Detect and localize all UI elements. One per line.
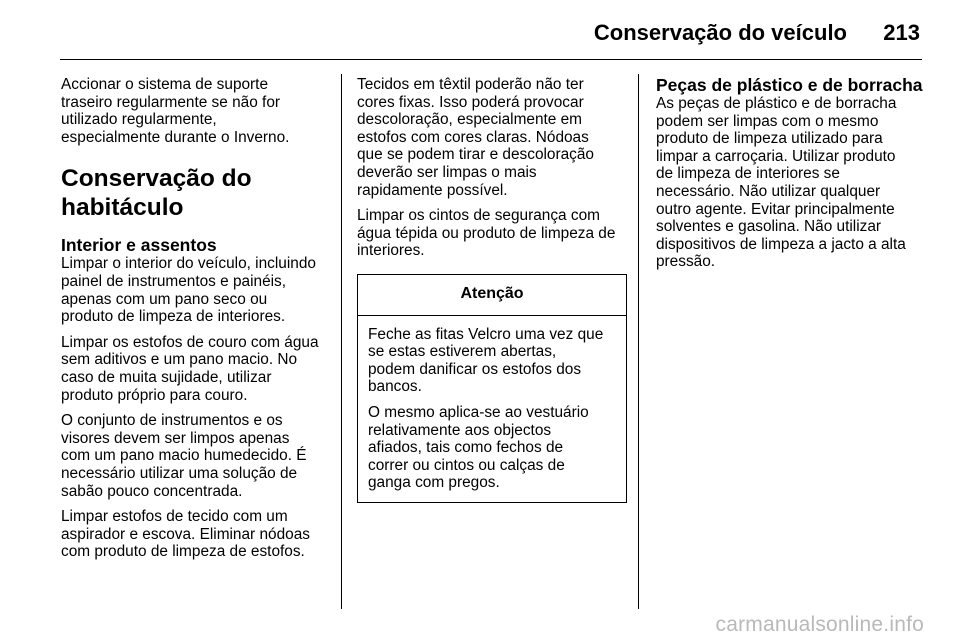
subheading-plastic-rubber: Peças de plástico e de borracha (656, 75, 923, 95)
attention-box (357, 274, 627, 503)
chapter-heading: Conservação do habitáculo (61, 165, 252, 222)
column-middle (357, 76, 627, 503)
header-divider (60, 59, 922, 60)
section-title: Conservação do veículo (593, 20, 847, 45)
attention-body (358, 316, 626, 502)
attention-paragraph-clothing: O mesmo aplica-se ao vestuário relativamente aos objectos afiados, tais como fechos de correr ou cintos ou calças de ganga com pregos. (368, 403, 589, 492)
attention-paragraph-velcro: Feche as fitas Velcro uma vez que se estas estiverem abertas, podem danificar os estofos dos bancos. (368, 325, 604, 396)
paragraph-seatbelts: Limpar os cintos de segurança com água tépida ou produto de limpeza de interiores. (357, 207, 616, 260)
intro-paragraph: Accionar o sistema de suporte traseiro regularmente se não for utilizado regularmente, especialmente durante o Inverno. (61, 76, 290, 146)
page-header (0, 0, 960, 62)
attention-title: Atenção (358, 275, 626, 316)
paragraph-fabric: Limpar estofos de tecido com um aspirador e escova. Eliminar nódoas com produto de limpeza de estofos. (61, 508, 310, 561)
column-divider (341, 74, 342, 609)
page-number: 213 (883, 20, 920, 45)
paragraph-instruments: O conjunto de instrumentos e os visores devem ser limpos apenas com um pano macio humedecido. É necessário utilizar uma solução de sabão pouco concentrada. (61, 412, 307, 500)
subheading-interior: Interior e assentos (61, 235, 217, 256)
column-left (61, 76, 337, 569)
column-right (656, 76, 926, 279)
column-divider (638, 74, 639, 609)
watermark: carmanualsonline.info (715, 613, 924, 636)
paragraph-interior-cleaning: Limpar o interior do veículo, incluindo painel de instrumentos e painéis, apenas com um pano seco ou produto de limpeza de interiores. (61, 255, 316, 326)
paragraph-leather: Limpar os estofos de couro com água sem aditivos e um pano macio. No caso de muita sujidade, utilizar produto próprio para couro. (61, 333, 319, 404)
paragraph-textiles: Tecidos em têxtil poderão não ter cores fixas. Isso poderá provocar descoloração, especialmente em estofos com cores claras. Nódoas que se podem tirar e descoloração deverão ser limpas o mais rapidamente possível. (357, 76, 594, 199)
paragraph-plastic-rubber: As peças de plástico e de borracha podem ser limpas com o mesmo produto de limpeza utilizado para limpar a carroçaria. Utilizar produto de limpeza de interiores se necessário. Não utilizar qualquer outro agente. Evitar principalmente solventes e gasolina. Não utilizar dispositivos de limpeza a jacto a alta pressão. (656, 95, 906, 271)
